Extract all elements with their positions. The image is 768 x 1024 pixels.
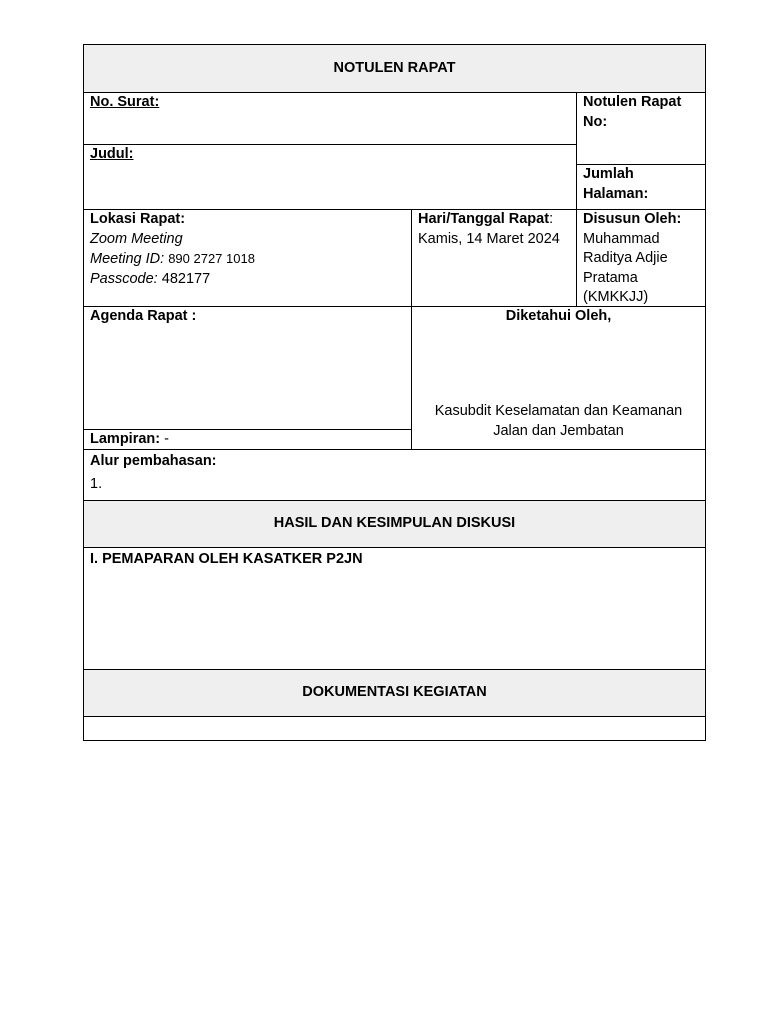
disusun-value: Muhammad Raditya Adjie Pratama (KMKKJJ) xyxy=(583,230,668,305)
lampiran-line xyxy=(90,430,405,450)
meeting-id-line xyxy=(90,249,405,270)
jumlah-halaman-label: Jumlah Halaman: xyxy=(583,166,649,202)
form-title-text: NOTULEN RAPAT xyxy=(333,59,456,76)
hari-tanggal-heading xyxy=(418,210,570,230)
no-surat-label: No. Surat: xyxy=(90,94,160,110)
passcode-label: Passcode: xyxy=(90,270,158,287)
dokumentasi-section-title xyxy=(83,669,706,717)
diketahui-field xyxy=(411,306,706,450)
diketahui-signer xyxy=(412,402,705,441)
passcode-value: 482177 xyxy=(161,270,211,287)
hari-tanggal-label: Hari/Tanggal Rapat xyxy=(418,211,550,227)
pemaparan-title: I. PEMAPARAN OLEH KASATKER P2JN xyxy=(90,551,363,567)
hari-tanggal-colon: : xyxy=(549,211,554,227)
hasil-title-text: HASIL DAN KESIMPULAN DISKUSI xyxy=(273,515,516,532)
pemaparan-section xyxy=(83,547,706,670)
dokumentasi-body xyxy=(83,716,706,741)
passcode-line xyxy=(90,270,405,290)
alur-label: Alur pembahasan: xyxy=(90,453,217,469)
hari-tanggal-field xyxy=(411,209,577,307)
agenda-label: Agenda Rapat : xyxy=(90,308,197,324)
disusun-label: Disusun Oleh: xyxy=(583,211,682,227)
no-surat-field xyxy=(83,92,577,145)
lampiran-label: Lampiran: xyxy=(90,431,161,447)
hari-tanggal-value: Kamis, 14 Maret 2024 xyxy=(418,230,560,247)
meeting-id-label: Meeting ID: xyxy=(90,251,165,267)
notulen-no-field xyxy=(576,92,706,165)
diketahui-label: Diketahui Oleh, xyxy=(505,308,612,324)
signer-line-1: Kasubdit Keselamatan dan Keamanan xyxy=(434,403,683,419)
dokumentasi-title-text: DOKUMENTASI KEGIATAN xyxy=(302,684,487,701)
lampiran-field xyxy=(83,429,412,450)
lokasi-label: Lokasi Rapat: xyxy=(90,211,186,227)
agenda-field xyxy=(83,306,412,430)
alur-field xyxy=(83,449,706,501)
notulen-no-label: Notulen Rapat No: xyxy=(583,94,682,130)
judul-label: Judul: xyxy=(90,146,134,162)
meeting-id-value: 890 2727 1018 xyxy=(168,251,255,266)
judul-field xyxy=(83,144,577,210)
alur-item-1: 1. xyxy=(90,475,103,492)
lokasi-place: Zoom Meeting xyxy=(90,230,183,247)
lampiran-value: - xyxy=(164,431,169,447)
disusun-field xyxy=(576,209,706,307)
lokasi-field xyxy=(83,209,412,307)
form-title xyxy=(83,44,706,93)
jumlah-halaman-field xyxy=(576,164,706,210)
signer-line-2: Jalan dan Jembatan xyxy=(493,422,624,439)
hasil-section-title xyxy=(83,500,706,548)
